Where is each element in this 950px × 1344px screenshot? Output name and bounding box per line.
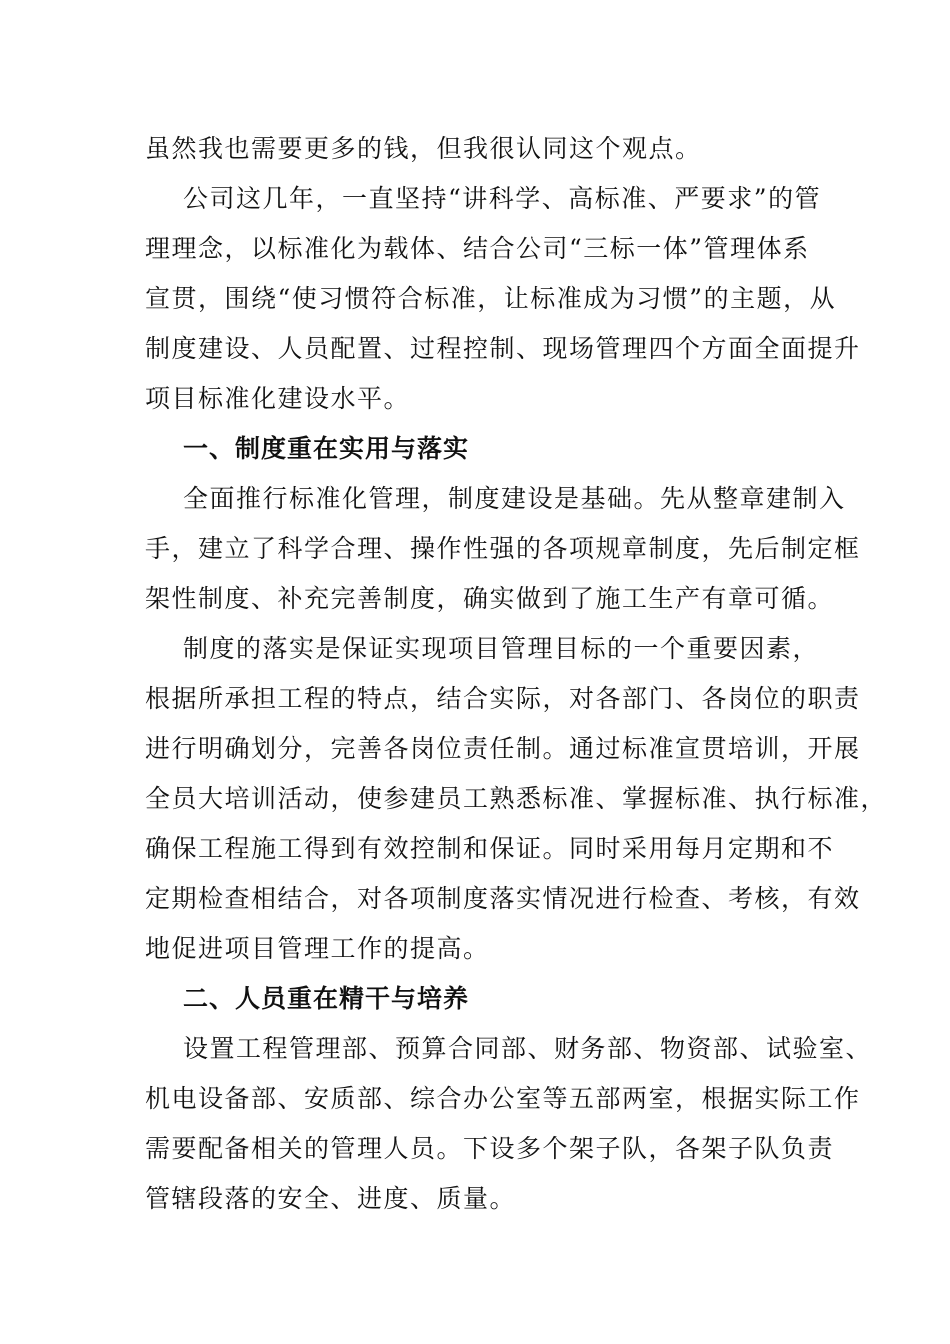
- paragraph-line: 虽然我也需要更多的钱，但我很认同这个观点。: [145, 134, 702, 163]
- paragraph-line: 制度建设、人员配置、过程控制、现场管理四个方面全面提升: [145, 334, 861, 363]
- paragraph-line: 机电设备部、安质部、综合办公室等五部两室，根据实际工作: [145, 1084, 861, 1113]
- paragraph-line: 架性制度、补充完善制度，确实做到了施工生产有章可循。: [145, 584, 835, 613]
- paragraph-line: 需要配备相关的管理人员。下设多个架子队，各架子队负责: [145, 1134, 835, 1163]
- paragraph-line: 根据所承担工程的特点，结合实际，对各部门、各岗位的职责: [145, 684, 861, 713]
- paragraph-line: 公司这几年，一直坚持“讲科学、高标准、严要求”的管: [183, 184, 822, 213]
- paragraph-line: 管辖段落的安全、进度、质量。: [145, 1184, 517, 1213]
- paragraph-line: 定期检查相结合，对各项制度落实情况进行检查、考核，有效: [145, 884, 861, 913]
- paragraph-line: 项目标准化建设水平。: [145, 384, 411, 413]
- paragraph-line: 进行明确划分，完善各岗位责任制。通过标准宣贯培训，开展: [145, 734, 861, 763]
- section-heading-2: 二、人员重在精干与培养: [183, 984, 470, 1013]
- paragraph-line: 设置工程管理部、预算合同部、财务部、物资部、试验室、: [183, 1034, 873, 1063]
- paragraph-line: 全员大培训活动，使参建员工熟悉标准、掌握标准、执行标准，: [145, 784, 888, 813]
- paragraph-line: 全面推行标准化管理，制度建设是基础。先从整章建制入: [183, 484, 846, 513]
- paragraph-line: 确保工程施工得到有效控制和保证。同时采用每月定期和不: [145, 834, 835, 863]
- paragraph-line: 地促进项目管理工作的提高。: [145, 934, 490, 963]
- section-heading-1: 一、制度重在实用与落实: [183, 434, 470, 463]
- paragraph-line: 制度的落实是保证实现项目管理目标的一个重要因素，: [183, 634, 820, 663]
- paragraph-line: 手，建立了科学合理、操作性强的各项规章制度，先后制定框: [145, 534, 861, 563]
- paragraph-line: 理理念，以标准化为载体、结合公司“三标一体”管理体系: [145, 234, 810, 263]
- paragraph-line: 宣贯，围绕“使习惯符合标准，让标准成为习惯”的主题，从: [145, 284, 837, 313]
